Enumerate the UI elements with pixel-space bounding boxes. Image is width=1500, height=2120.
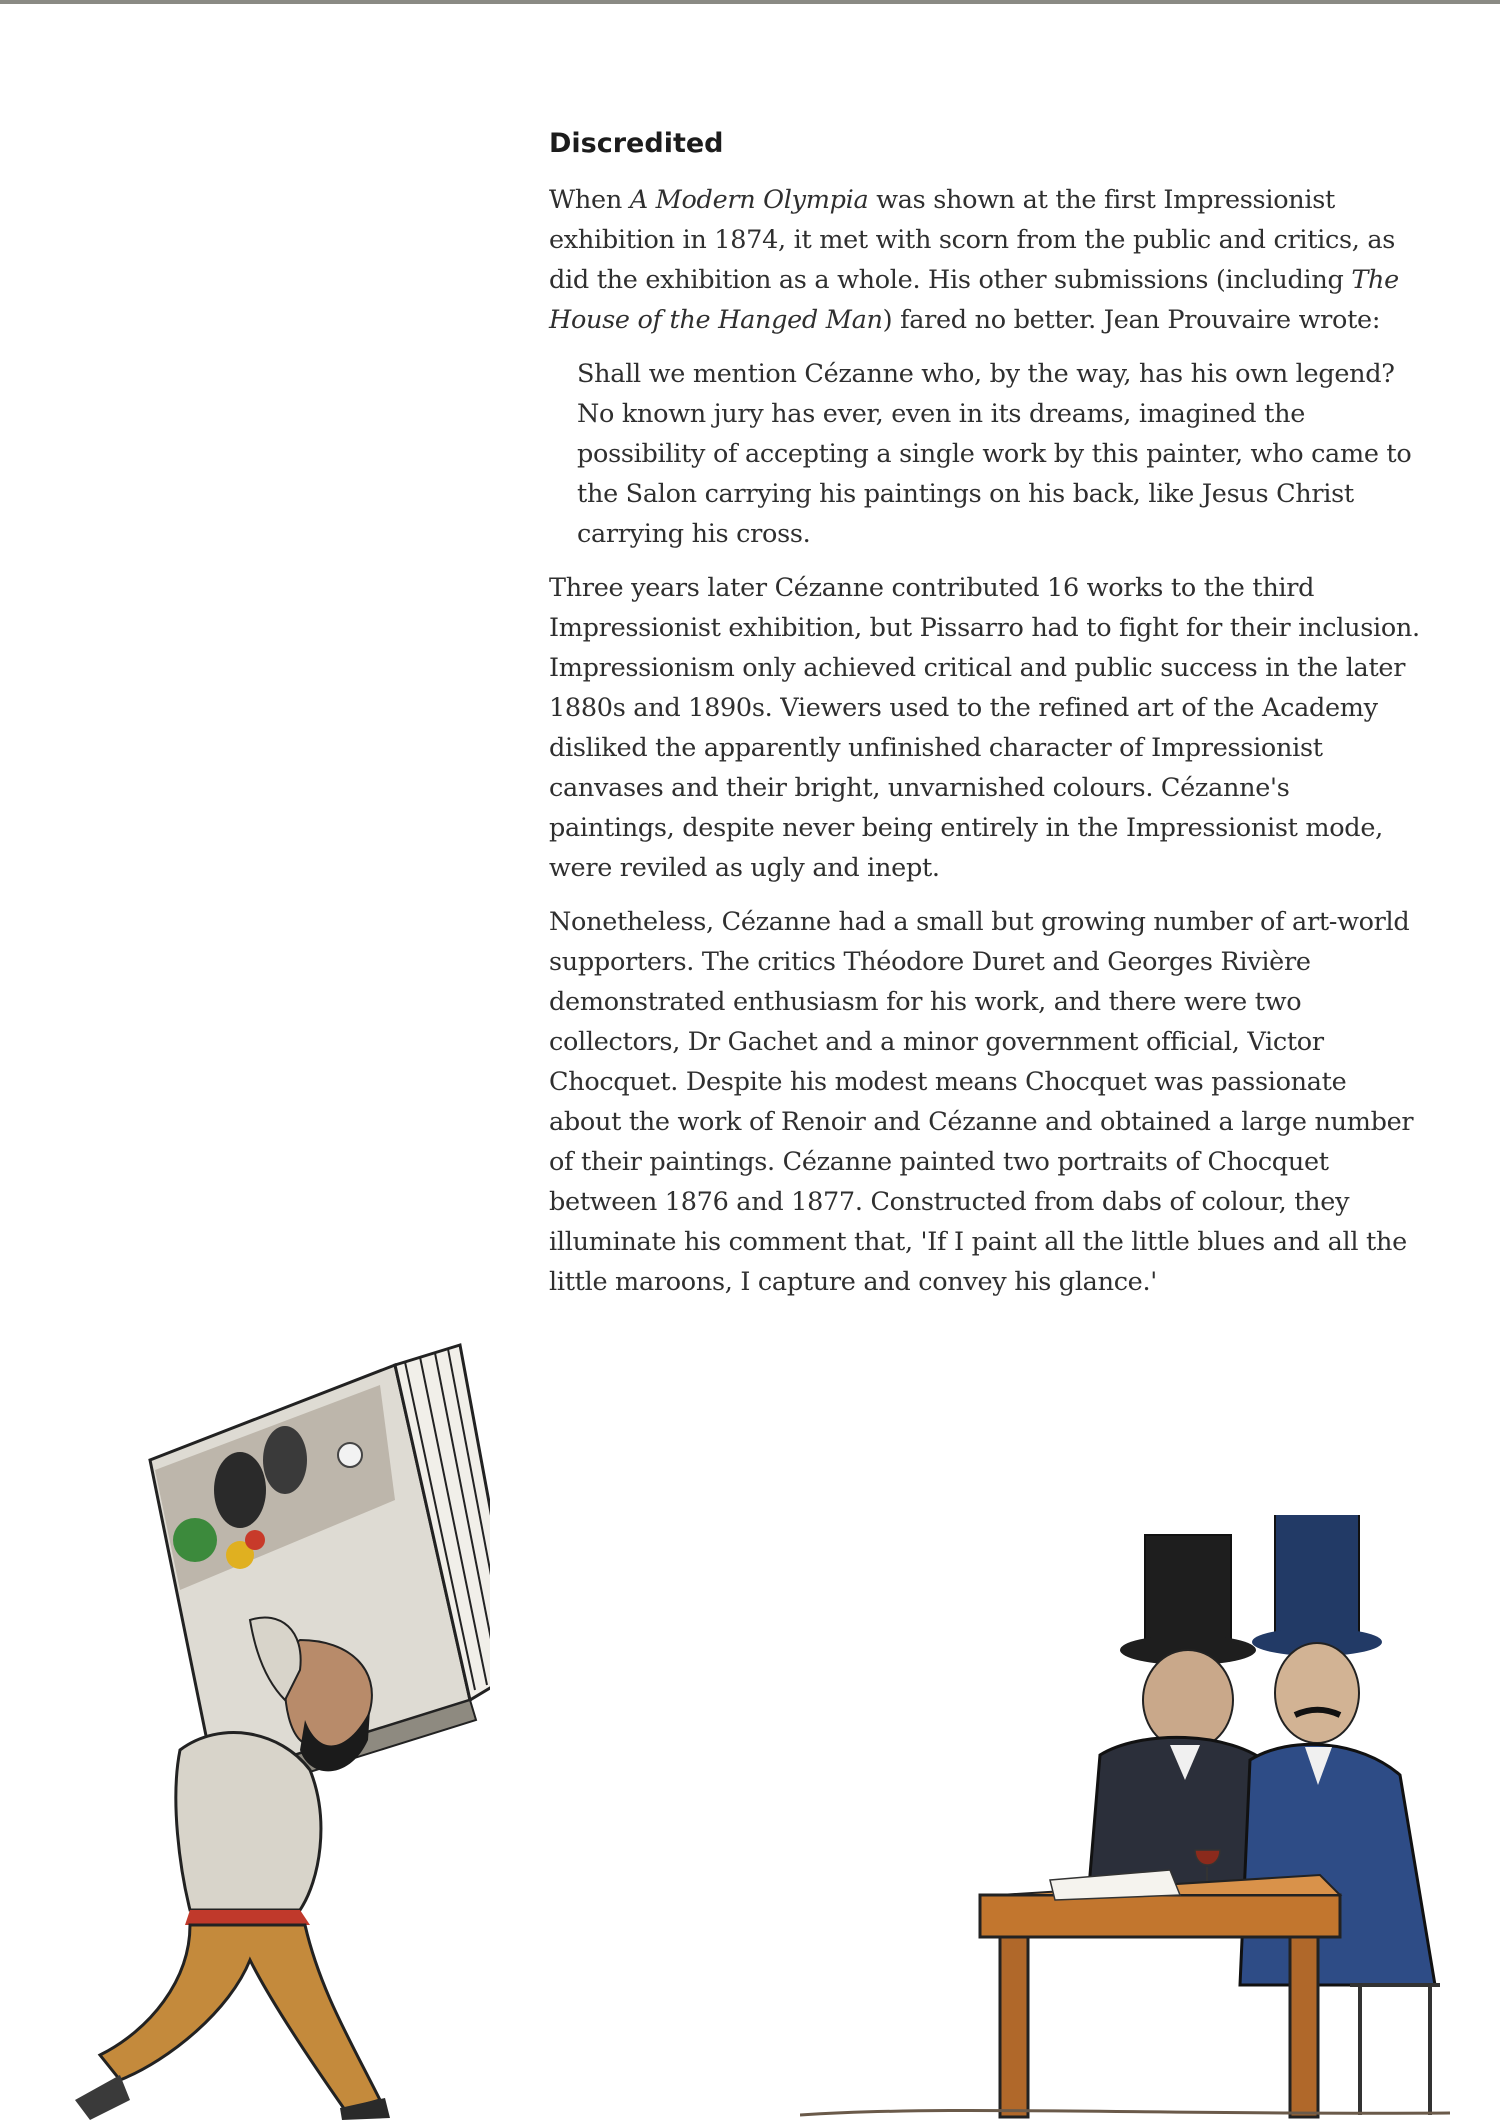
p1-text-a: When [549,185,630,216]
writing-desk [980,1870,1340,2117]
paragraph-2: Three years later Cézanne contributed 16 works to the third Impressionist exhibition, but Pissarro had to fight for their inclusion. Impressionism only achieved critical and public success in the later 1880s and 1890s. Viewers used to the refined art of the Academy disliked the apparently unfinished character of Impressionist canvases and their bright, unvarnished colours. Cézanne's paintings, despite never being entirely in the Impressionist mode, were reviled as ugly and inept. [549,573,1420,884]
paragraph-1 [549,180,1421,340]
article-column [549,128,1421,1316]
man-carrying-paintings-illustration [50,1340,490,2120]
paragraph-3: Nonetheless, Cézanne had a small but growing number of art-world supporters. The critics Théodore Duret and Georges Rivière demonstrated enthusiasm for his work, and there were two collectors, Dr Gachet and a minor government official, Victor Chocquet. Despite his modest means Chocquet was passionate about the work of Renoir and Cézanne and obtained a large number of their paintings. Cézanne painted two portraits of Chocquet between 1876 and 1877. Constructed from dabs of colour, they illuminate his comment that, 'If I paint all the little blues and all the little maroons, I capture and convey his glance.' [549,907,1414,1298]
p1-text-c: was shown at the first Impressionist exhibition in 1874, it met with scorn from the public and critics, as did the exhibition as a whole. His other submissions (including [549,185,1396,296]
chair [1350,1985,1440,2115]
section-heading: Discredited [549,128,724,159]
block-quote: Shall we mention Cézanne who, by the way, has his own legend? No known jury has ever, even in its dreams, imagined the possibility of accepting a single work by this painter, who came to the Salon carrying his paintings on his back, like Jesus Christ carrying his cross. [577,359,1412,550]
critics-at-desk-illustration [800,1515,1450,2120]
title-hanged-man: The House of the Hanged Man [549,265,1399,336]
p1-text-e: ) fared no better. Jean Prouvaire wrote: [882,305,1381,336]
page-top-rule [0,0,1500,4]
title-modern-olympia: A Modern Olympia [629,185,869,216]
